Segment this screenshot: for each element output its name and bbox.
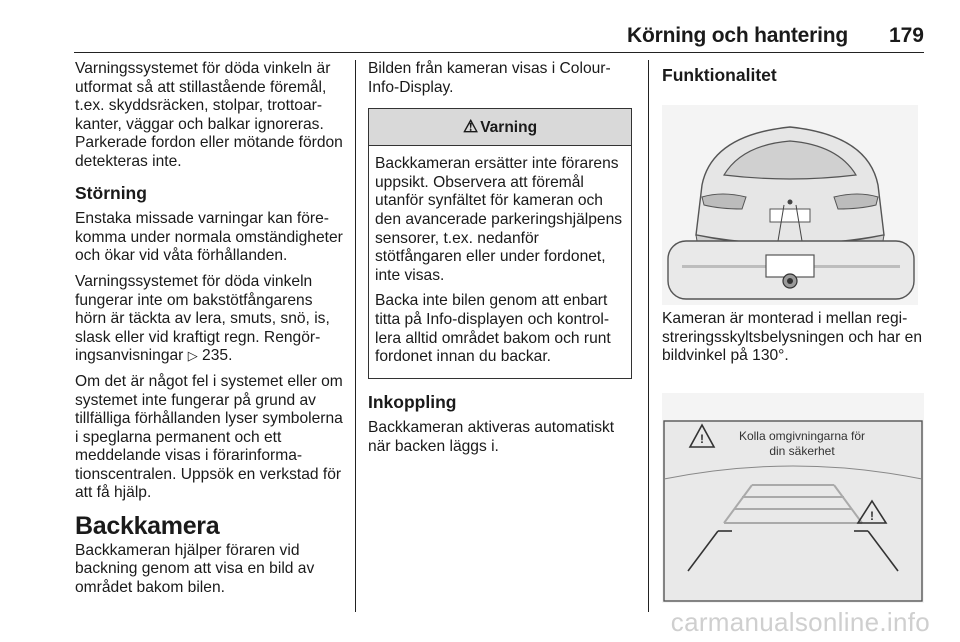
warning-title: Varning — [480, 119, 538, 137]
warning-body — [369, 146, 631, 378]
heading-funktionalitet: Funktionalitet — [662, 65, 777, 85]
heading-inkoppling: Inkoppling — [368, 391, 457, 412]
screen-message-line-2: din säkerhet — [769, 443, 835, 458]
heading-storning: Störning — [75, 182, 147, 203]
paragraph-colour-info: Bilden från kameran visas i Colour-Info-Display. — [368, 60, 611, 96]
paragraph-bumper-covered — [75, 273, 347, 366]
column-divider-2 — [648, 60, 649, 612]
svg-text:!: ! — [700, 431, 704, 446]
paragraph-text: Varningssystemet för döda vinkeln fungerar inte om bakstötfångarens hörn är täckta av lera, smuts, snö, is, slask eller vid kraftigt regn. Rengöringsanvisningar — [75, 272, 330, 365]
paragraph-activation: Backkameran aktiveras automatiskt när backen läggs i. — [368, 419, 615, 455]
section-title: Körning och hantering — [627, 24, 848, 47]
header-rule — [74, 52, 924, 53]
page-number: 179 — [888, 24, 924, 47]
column-right — [662, 60, 928, 609]
camera-caption: Kameran är monterad i mellan registreringsskyltsbelysningen och har en bildvinkel på 130°. — [662, 310, 923, 365]
page-reference-link[interactable]: 235. — [202, 347, 233, 365]
rear-camera-location-illustration — [662, 105, 918, 305]
screen-message-line-1: Kolla omgivningarna för — [738, 428, 866, 443]
warning-paragraph-1: Backkameran ersätter inte förarens uppsikt. Observera att föremål utanför synfältet för kameran och den avancerade parkeringshjälpens sensorer, t.ex. nedanför stötfångaren eller under fordonet, inte visas. — [375, 155, 623, 284]
warning-box — [368, 108, 632, 379]
warning-paragraph-2: Backa inte bilen genom att enbart titta på Info-displayen och kontrollera alltid området bakom och runt fordonet innan du backar. — [375, 292, 611, 366]
column-divider-1 — [355, 60, 356, 612]
paragraph-backkamera-intro: Backkameran hjälper föraren vid backning genom att visa en bild av området bakom bilen. — [75, 541, 315, 596]
column-left — [75, 60, 347, 604]
column-middle — [368, 60, 632, 464]
page-header — [0, 0, 960, 54]
svg-text:!: ! — [870, 508, 874, 523]
watermark: carmanualsonline.info — [670, 607, 930, 637]
page-reference-icon: ▷ — [187, 348, 198, 364]
paragraph-missed-warnings: Enstaka missade varningar kan förekomma under normala omständigheter och ökar vid våta förhållanden. — [75, 210, 343, 265]
warning-triangle-icon: ⚠ — [462, 117, 479, 137]
paragraph-system-fault: Om det är något fel i systemet eller om systemet inte fungerar på grund av tillfälliga förhållanden lyser symbolerna i speglarna permanent och ett meddelande visas i förarinformationscentralen. Uppsök en verkstad för att få hjälp. — [75, 372, 343, 502]
warning-header — [369, 109, 631, 146]
paragraph-blind-spot-intro: Varningssystemet för döda vinkeln är utformat så att stillastående föremål, t.ex. skyddsräcken, stolpar, trottoarkanter, väggar och balkar ignoreras. Parkerade fordon eller mötande fördon detekteras inte. — [75, 60, 343, 170]
heading-backkamera: Backkamera — [75, 512, 220, 541]
camera-display-illustration — [662, 393, 924, 603]
